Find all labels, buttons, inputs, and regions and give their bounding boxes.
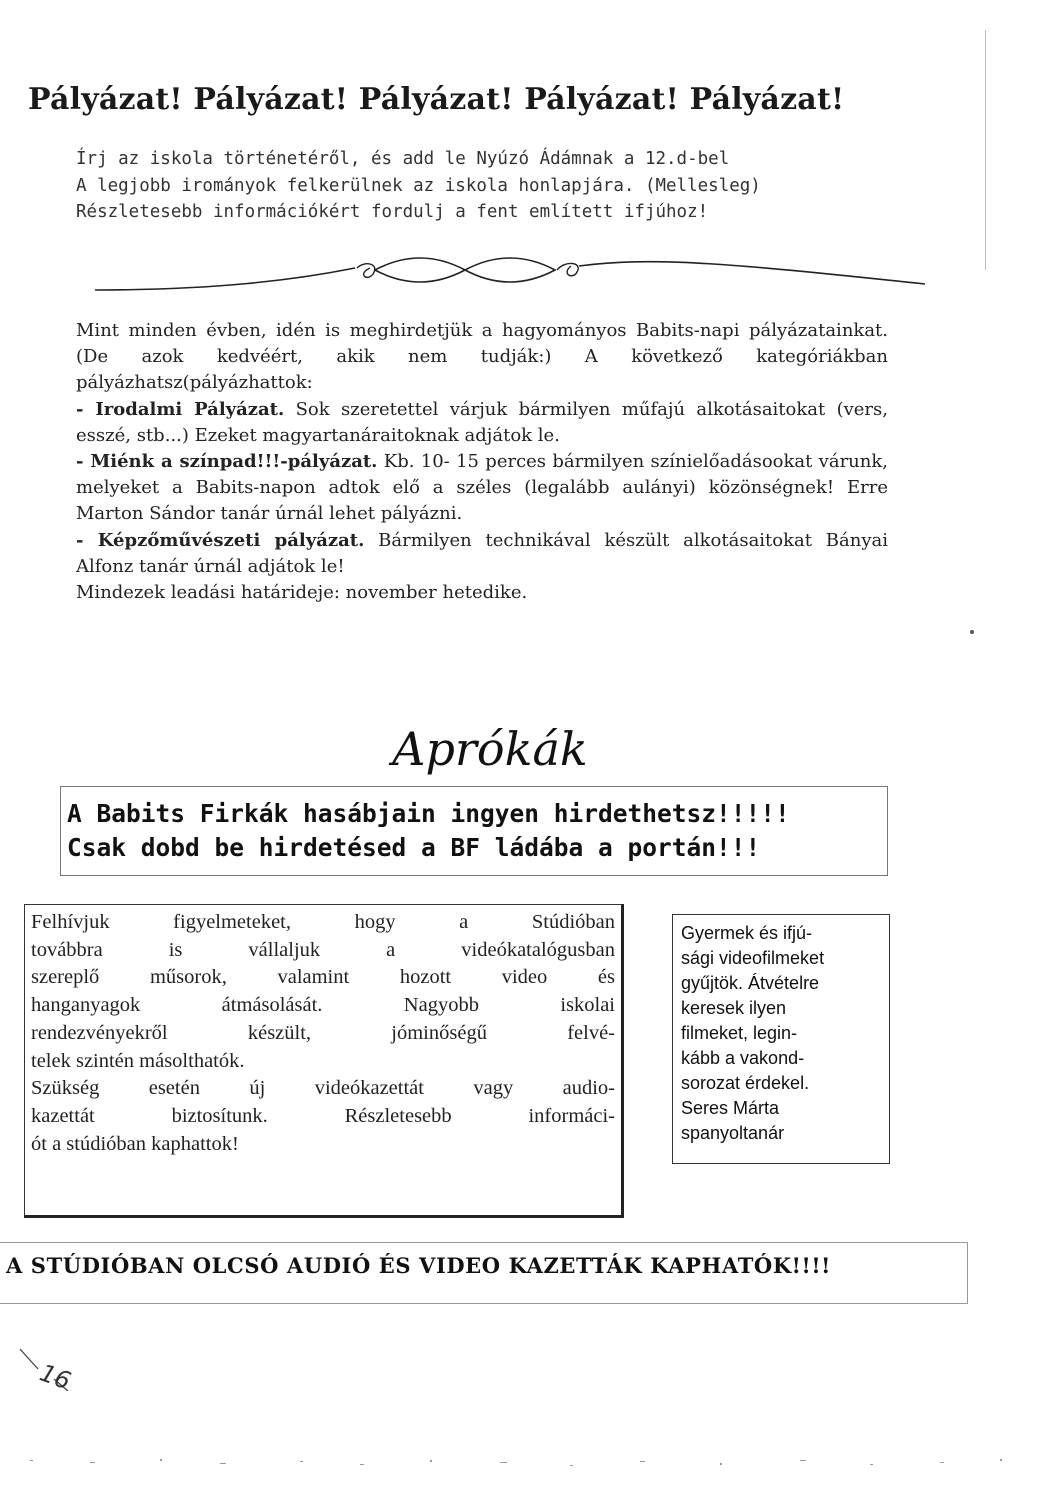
literary-text: Sok szeretettel várjuk bármilyen műfajú alkotásaitokat (vers, esszé, stb...) Ezeket magyartanáraitoknak adjátok le.: [76, 398, 888, 446]
studio-line: szereplő műsorok, valamint hozott video és: [31, 966, 615, 989]
studio-line: kazettát biztosítunk. Részletesebb informáci-: [31, 1104, 615, 1127]
school-history-notice: [76, 146, 956, 226]
literary-title: - Irodalmi Pályázat.: [76, 398, 285, 420]
studio-line: Szükség esetén új videókazettát vagy audio-: [31, 1077, 615, 1100]
intro-line-1: Írj az iskola történetéről, és add le Nyúzó Ádámnak a 12.d-bel: [76, 149, 730, 169]
intro-line-2: A legjobb irományok felkerülnek az iskola honlapjára. (Mellesleg): [76, 175, 761, 196]
scan-speck: [970, 630, 974, 634]
page-number: [18, 1345, 78, 1396]
stage-competition: [76, 449, 888, 528]
studio-line: rendezvényekről készült, jóminőségű felvé-: [31, 1021, 615, 1044]
collector-line: keresek ilyen: [681, 998, 787, 1018]
collector-line: kább a vakond-: [681, 1048, 805, 1068]
studio-line: ót a stúdióban kaphattok!: [31, 1132, 239, 1155]
collector-line: Seres Márta: [681, 1098, 780, 1118]
scan-noise: [0, 1440, 1061, 1480]
stage-text: Kb. 10- 15 perces bármilyen színielőadásookat várunk, melyeket a Babits-napon adtok elő a széles (legalább aulányi) közönségnek! Erre Marton Sándor tanár úrnál lehet pályázni.: [76, 451, 888, 525]
collector-line: spanyoltanár: [681, 1123, 785, 1143]
deadline: Mindezek leadási határideje: november hetedike.: [76, 582, 528, 604]
flourish-divider-icon: [95, 250, 925, 298]
art-title: - Képzőművészeti pályázat.: [76, 529, 365, 551]
studio-line: Felhívjuk figyelmeteket, hogy a Stúdióban: [31, 911, 615, 933]
banner-text: A STÚDIÓBAN OLCSÓ AUDIÓ ÉS VIDEO KAZETTÁK KAPHATÓK!!!!: [6, 1253, 831, 1278]
collector-line: gyűjtök. Átvételre: [681, 973, 820, 993]
studio-line: hanganyagok átmásolását. Nagyobb iskolai: [31, 994, 615, 1017]
studio-line: telek szintén másolthatók.: [31, 1049, 245, 1072]
babits-day-competitions: [76, 318, 888, 606]
cassette-sale-banner: [0, 1242, 968, 1304]
art-text: Bármilyen technikával készült alkotásaitokat Bányai Alfonz tanár úrnál adjátok le!: [76, 529, 889, 577]
collector-line: Gyermek és ifjú-: [681, 923, 813, 943]
collector-line: sági videofilmeket: [681, 948, 825, 968]
scan-edge-rule: [985, 30, 986, 270]
studio-line: továbbra is vállaljuk a videókatalógusban: [31, 938, 615, 961]
studio-ad: [24, 904, 624, 1218]
classifieds-title: Aprókák: [392, 722, 588, 776]
intro-line-3: Részletesebb információkért fordulj a fent említett ifjúhoz!: [76, 202, 709, 222]
stage-title: - Miénk a színpad!!!-pályázat.: [76, 451, 378, 473]
collector-line: filmeket, legin-: [681, 1023, 798, 1043]
competitions-intro: Mint minden évben, idén is meghirdetjük a hagyományos Babits-napi pályázatainkat. (De azok kedvéért, akik nem tudják:) A következő kategóriákban pályázhatsz(pályázhattok:: [76, 320, 888, 394]
page-number-text: 16: [36, 1358, 75, 1396]
page-headline: Pályázat! Pályázat! Pályázat! Pályázat! Pályázat!: [28, 82, 845, 117]
collector-line: sorozat érdekel.: [681, 1073, 810, 1093]
free-ads-line-1: A Babits Firkák hasábjain ingyen hirdethetsz!!!!!: [67, 799, 790, 828]
literary-competition: [76, 397, 888, 449]
video-collector-ad: [672, 914, 890, 1164]
free-ads-notice: [60, 786, 888, 876]
art-competition: [76, 528, 888, 580]
free-ads-line-2: Csak dobd be hirdetésed a BF ládába a portán!!!: [67, 833, 761, 862]
